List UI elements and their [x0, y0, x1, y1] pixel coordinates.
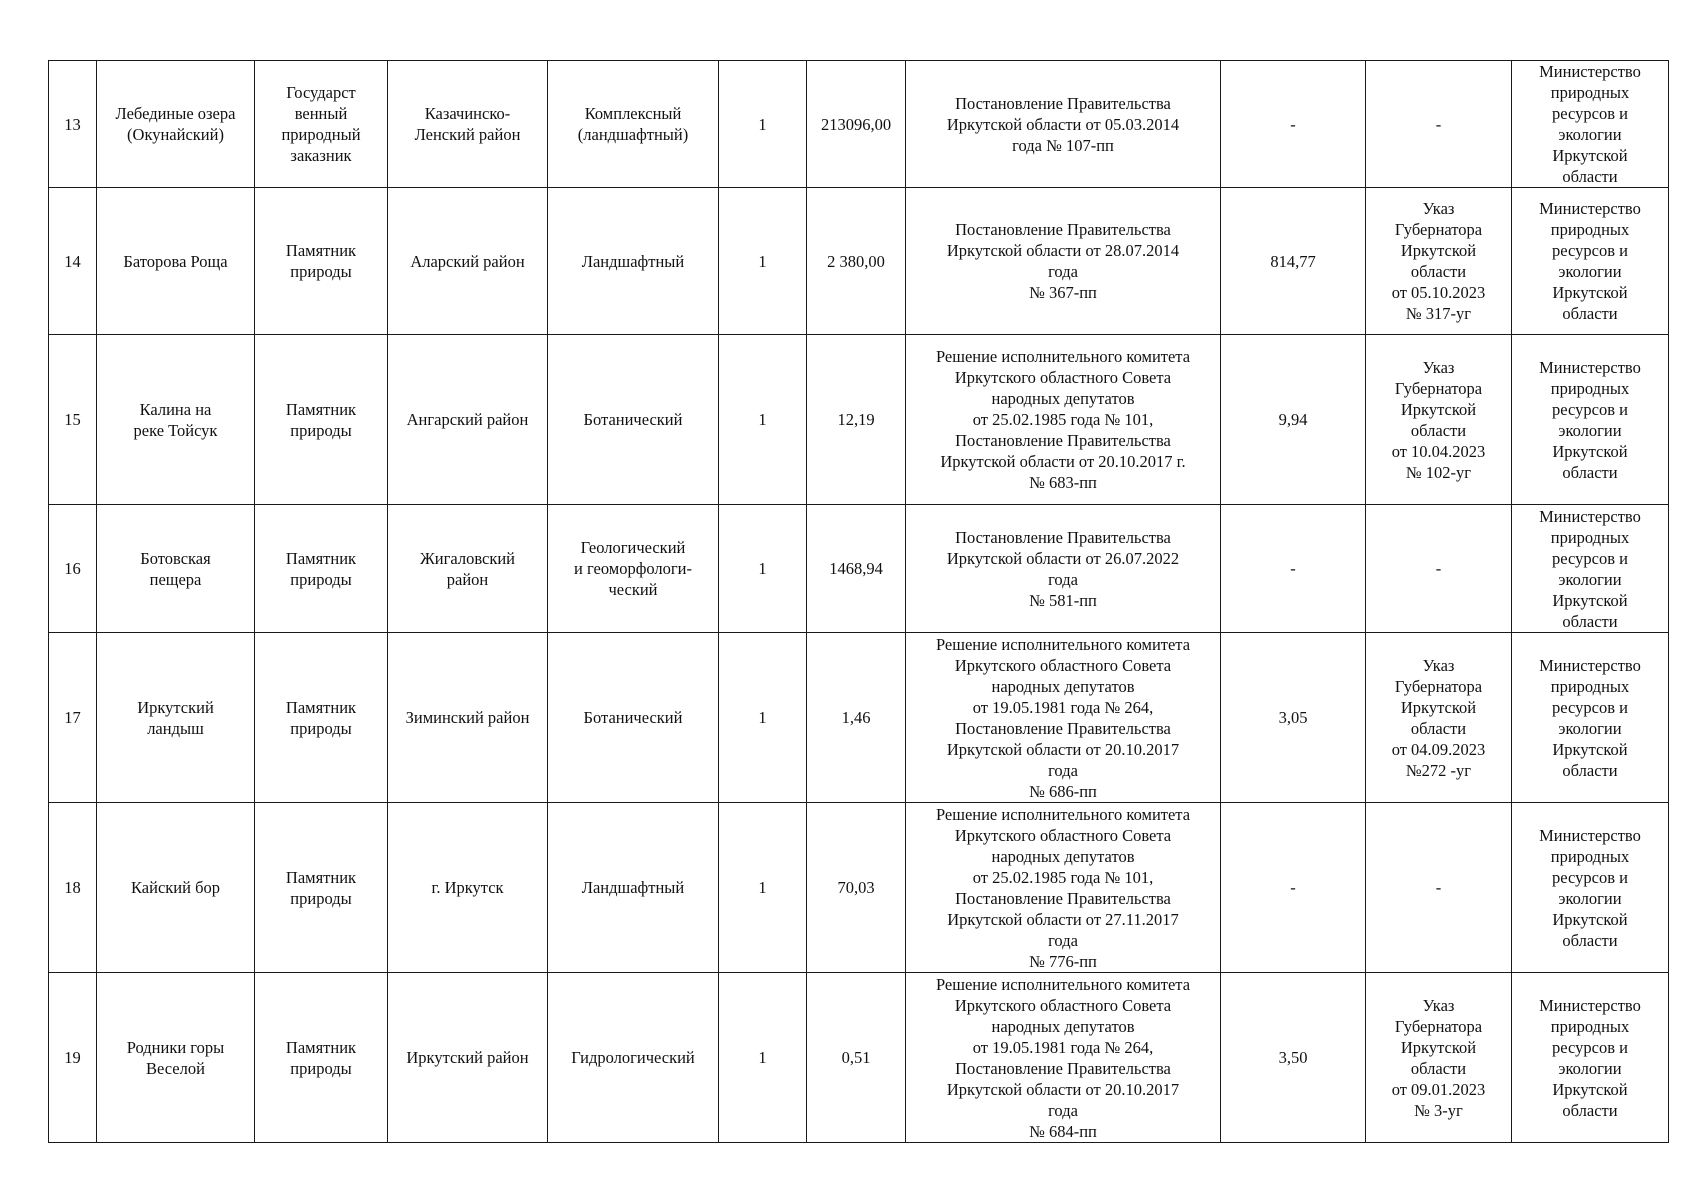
responsible-authority: Министерство природных ресурсов и экологии Иркутской области: [1512, 188, 1669, 335]
row-number: 19: [49, 973, 97, 1143]
row-number: 16: [49, 505, 97, 633]
row-number: 13: [49, 61, 97, 188]
legal-basis: Постановление Правительства Иркутской области от 05.03.2014 года № 107-пп: [906, 61, 1221, 188]
object-category: Государст венный природный заказник: [255, 61, 388, 188]
responsible-authority: Министерство природных ресурсов и экологии Иркутской области: [1512, 803, 1669, 973]
governor-decree: Указ Губернатора Иркутской области от 10.04.2023 № 102-уг: [1366, 335, 1512, 505]
object-area: 12,19: [807, 335, 906, 505]
object-profile: Комплексный (ландшафтный): [548, 61, 719, 188]
object-category: Памятник природы: [255, 335, 388, 505]
responsible-authority: Министерство природных ресурсов и экологии Иркутской области: [1512, 633, 1669, 803]
governor-decree: -: [1366, 505, 1512, 633]
object-category: Памятник природы: [255, 973, 388, 1143]
governor-decree: Указ Губернатора Иркутской области от 04.09.2023 №272 -уг: [1366, 633, 1512, 803]
updated-area: -: [1221, 803, 1366, 973]
row-number: 18: [49, 803, 97, 973]
table-row: [49, 803, 1669, 973]
protected-areas-table: [48, 60, 1669, 1143]
object-location: Аларский район: [388, 188, 548, 335]
updated-area: 9,94: [1221, 335, 1366, 505]
object-category: Памятник природы: [255, 505, 388, 633]
object-name: Баторова Роща: [97, 188, 255, 335]
responsible-authority: Министерство природных ресурсов и экологии Иркутской области: [1512, 973, 1669, 1143]
object-name: Иркутский ландыш: [97, 633, 255, 803]
object-area: 70,03: [807, 803, 906, 973]
governor-decree: Указ Губернатора Иркутской области от 05.10.2023 № 317-уг: [1366, 188, 1512, 335]
object-category: Памятник природы: [255, 188, 388, 335]
legal-basis: Решение исполнительного комитета Иркутского областного Совета народных депутатов от 25.02.1985 года № 101, Постановление Правительства Иркутской области от 20.10.2017 г. № 683-пп: [906, 335, 1221, 505]
object-profile: Ландшафтный: [548, 803, 719, 973]
document-page: [48, 60, 1668, 1143]
legal-basis: Постановление Правительства Иркутской области от 26.07.2022 года № 581-пп: [906, 505, 1221, 633]
object-location: г. Иркутск: [388, 803, 548, 973]
object-count: 1: [719, 803, 807, 973]
legal-basis: Постановление Правительства Иркутской области от 28.07.2014 года № 367-пп: [906, 188, 1221, 335]
object-count: 1: [719, 973, 807, 1143]
governor-decree: -: [1366, 803, 1512, 973]
object-name: Калина на реке Тойсук: [97, 335, 255, 505]
object-area: 1,46: [807, 633, 906, 803]
object-location: Жигаловский район: [388, 505, 548, 633]
object-count: 1: [719, 505, 807, 633]
table-row: [49, 61, 1669, 188]
updated-area: -: [1221, 61, 1366, 188]
legal-basis: Решение исполнительного комитета Иркутского областного Совета народных депутатов от 19.05.1981 года № 264, Постановление Правительства Иркутской области от 20.10.2017 года № 686-пп: [906, 633, 1221, 803]
responsible-authority: Министерство природных ресурсов и экологии Иркутской области: [1512, 335, 1669, 505]
legal-basis: Решение исполнительного комитета Иркутского областного Совета народных депутатов от 19.05.1981 года № 264, Постановление Правительства Иркутской области от 20.10.2017 года № 684-пп: [906, 973, 1221, 1143]
object-location: Зиминский район: [388, 633, 548, 803]
object-name: Кайский бор: [97, 803, 255, 973]
table-row: [49, 633, 1669, 803]
updated-area: -: [1221, 505, 1366, 633]
object-area: 213096,00: [807, 61, 906, 188]
object-profile: Ботанический: [548, 335, 719, 505]
row-number: 15: [49, 335, 97, 505]
object-count: 1: [719, 188, 807, 335]
object-profile: Ландшафтный: [548, 188, 719, 335]
object-count: 1: [719, 61, 807, 188]
object-category: Памятник природы: [255, 803, 388, 973]
object-area: 0,51: [807, 973, 906, 1143]
table-row: [49, 335, 1669, 505]
object-profile: Гидрологический: [548, 973, 719, 1143]
object-name: Ботовская пещера: [97, 505, 255, 633]
object-area: 1468,94: [807, 505, 906, 633]
object-name: Родники горы Веселой: [97, 973, 255, 1143]
updated-area: 3,05: [1221, 633, 1366, 803]
table-row: [49, 505, 1669, 633]
object-location: Казачинско- Ленский район: [388, 61, 548, 188]
governor-decree: Указ Губернатора Иркутской области от 09.01.2023 № 3-уг: [1366, 973, 1512, 1143]
object-location: Ангарский район: [388, 335, 548, 505]
object-count: 1: [719, 633, 807, 803]
object-name: Лебединые озера (Окунайский): [97, 61, 255, 188]
object-area: 2 380,00: [807, 188, 906, 335]
object-category: Памятник природы: [255, 633, 388, 803]
table-row: [49, 973, 1669, 1143]
row-number: 14: [49, 188, 97, 335]
updated-area: 3,50: [1221, 973, 1366, 1143]
object-profile: Геологический и геоморфологи- ческий: [548, 505, 719, 633]
object-count: 1: [719, 335, 807, 505]
row-number: 17: [49, 633, 97, 803]
object-location: Иркутский район: [388, 973, 548, 1143]
responsible-authority: Министерство природных ресурсов и экологии Иркутской области: [1512, 505, 1669, 633]
responsible-authority: Министерство природных ресурсов и экологии Иркутской области: [1512, 61, 1669, 188]
legal-basis: Решение исполнительного комитета Иркутского областного Совета народных депутатов от 25.02.1985 года № 101, Постановление Правительства Иркутской области от 27.11.2017 года № 776-пп: [906, 803, 1221, 973]
table-row: [49, 188, 1669, 335]
updated-area: 814,77: [1221, 188, 1366, 335]
object-profile: Ботанический: [548, 633, 719, 803]
governor-decree: -: [1366, 61, 1512, 188]
